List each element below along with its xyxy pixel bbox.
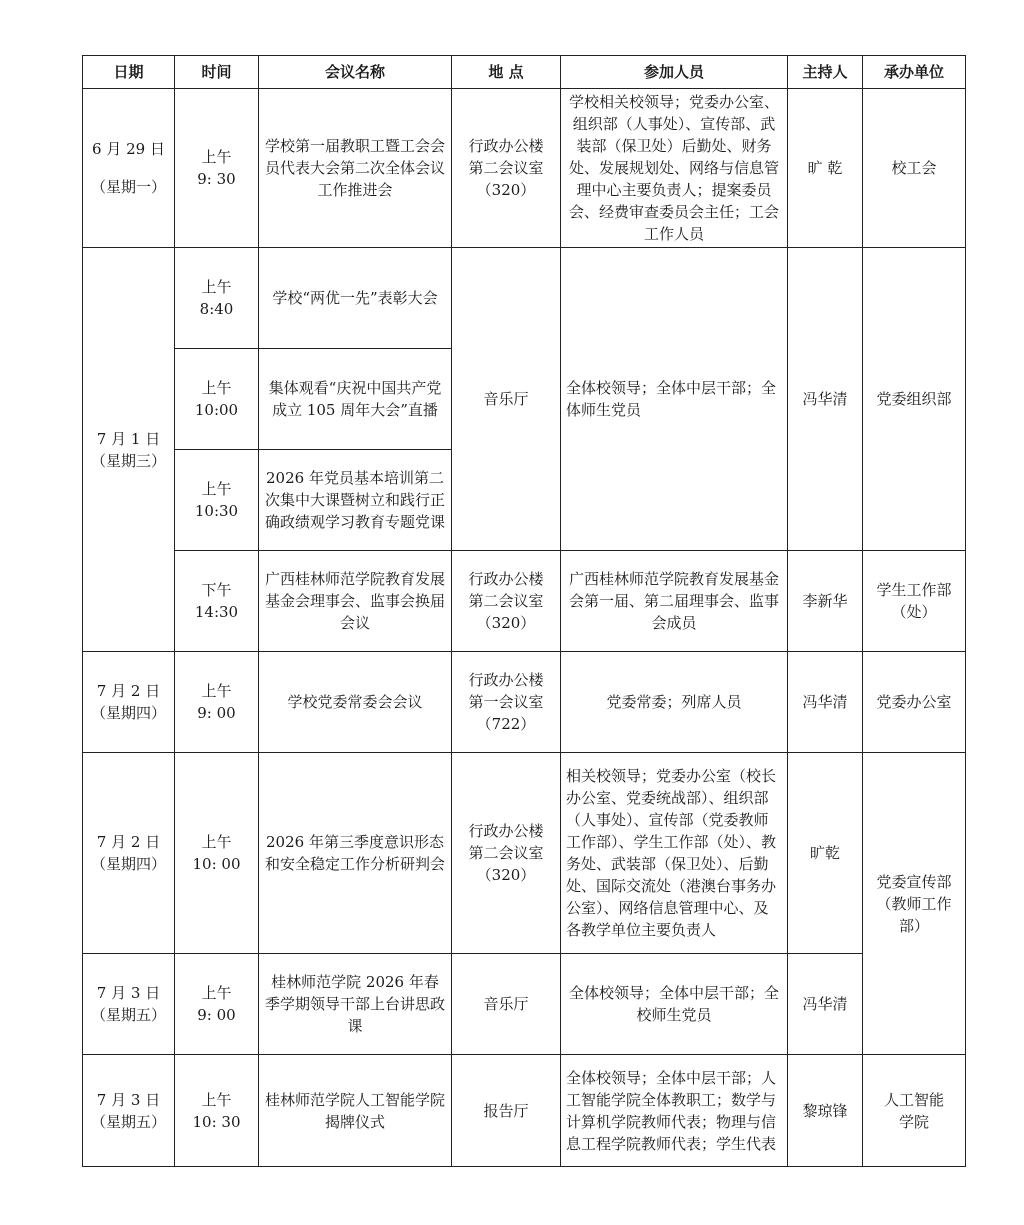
cell-time: 上午 10:30 (175, 450, 259, 551)
cell-organizer: 学生工作部 （处） (863, 551, 966, 652)
cell-date: 7 月 2 日 （星期四） (83, 753, 175, 954)
cell-attendees: 全体校领导；全体中层干部；全体师生党员 (561, 248, 788, 551)
cell-organizer: 党委办公室 (863, 652, 966, 753)
cell-meeting: 桂林师范学院人工智能学院揭牌仪式 (259, 1055, 452, 1167)
meeting-schedule-table (82, 55, 966, 1167)
cell-location: 行政办公楼 第二会议室 （320） (452, 89, 561, 248)
cell-meeting: 学校第一届教职工暨工会会员代表大会第二次全体会议工作推进会 (259, 89, 452, 248)
table-row (83, 551, 966, 652)
cell-attendees: 党委常委；列席人员 (561, 652, 788, 753)
cell-meeting: 桂林师范学院 2026 年春季学期领导干部上台讲思政课 (259, 954, 452, 1055)
cell-location: 行政办公楼 第二会议室 （320） (452, 753, 561, 954)
cell-host: 黎琼锋 (788, 1055, 863, 1167)
table-row (83, 1055, 966, 1167)
cell-date: 7 月 2 日 （星期四） (83, 652, 175, 753)
cell-location: 行政办公楼 第一会议室 （722） (452, 652, 561, 753)
cell-organizer: 党委宣传部 （教师工作 部） (863, 753, 966, 1055)
cell-time: 上午 9: 00 (175, 652, 259, 753)
cell-attendees: 相关校领导；党委办公室（校长办公室、党委统战部）、组织部（人事处）、宣传部（党委教师工作部）、学生工作部（处）、教务处、武装部（保卫处）、后勤处、国际交流处（港澳台事务办公室）、网络信息管理中心、及各教学单位主要负责人 (561, 753, 788, 954)
cell-attendees: 全体校领导；全体中层干部；全校师生党员 (561, 954, 788, 1055)
header-meeting: 会议名称 (259, 56, 452, 89)
cell-host: 冯华清 (788, 248, 863, 551)
cell-time: 上午 9: 30 (175, 89, 259, 248)
header-host: 主持人 (788, 56, 863, 89)
header-location: 地 点 (452, 56, 561, 89)
cell-meeting: 集体观看“庆祝中国共产党成立 105 周年大会”直播 (259, 349, 452, 450)
header-organizer: 承办单位 (863, 56, 966, 89)
cell-attendees: 全体校领导；全体中层干部；人工智能学院全体教职工；数学与计算机学院教师代表；物理与信息工程学院教师代表；学生代表 (561, 1055, 788, 1167)
cell-host: 旷 乾 (788, 89, 863, 248)
header-row (83, 56, 966, 89)
table-row (83, 652, 966, 753)
header-attendees: 参加人员 (561, 56, 788, 89)
cell-location: 音乐厅 (452, 248, 561, 551)
cell-location: 行政办公楼 第二会议室 （320） (452, 551, 561, 652)
cell-host: 旷乾 (788, 753, 863, 954)
cell-organizer: 人工智能 学院 (863, 1055, 966, 1167)
cell-host: 冯华清 (788, 652, 863, 753)
cell-attendees: 广西桂林师范学院教育发展基金会第一届、第二届理事会、监事会成员 (561, 551, 788, 652)
cell-time: 上午 10:00 (175, 349, 259, 450)
cell-location: 报告厅 (452, 1055, 561, 1167)
cell-meeting: 2026 年党员基本培训第二次集中大课暨树立和践行正确政绩观学习教育专题党课 (259, 450, 452, 551)
cell-time: 上午 8:40 (175, 248, 259, 349)
cell-time: 上午 10: 00 (175, 753, 259, 954)
cell-host: 冯华清 (788, 954, 863, 1055)
cell-organizer: 党委组织部 (863, 248, 966, 551)
cell-time: 下午 14:30 (175, 551, 259, 652)
cell-meeting: 广西桂林师范学院教育发展基金会理事会、监事会换届会议 (259, 551, 452, 652)
cell-time: 上午 9: 00 (175, 954, 259, 1055)
cell-date: 7 月 3 日 （星期五） (83, 954, 175, 1055)
table-row (83, 753, 966, 954)
cell-date: 7 月 3 日 （星期五） (83, 1055, 175, 1167)
cell-organizer: 校工会 (863, 89, 966, 248)
cell-host: 李新华 (788, 551, 863, 652)
table-row (83, 248, 966, 349)
cell-time: 上午 10: 30 (175, 1055, 259, 1167)
cell-attendees: 学校相关校领导；党委办公室、组织部（人事处）、宣传部、武装部（保卫处）后勤处、财务处、发展规划处、网络与信息管理中心主要负责人；提案委员会、经费审查委员会主任；工会工作人员 (561, 89, 788, 248)
cell-location: 音乐厅 (452, 954, 561, 1055)
cell-date: 7 月 1 日 （星期三） (83, 248, 175, 652)
header-date: 日期 (83, 56, 175, 89)
cell-meeting: 学校“两优一先”表彰大会 (259, 248, 452, 349)
cell-meeting: 2026 年第三季度意识形态和安全稳定工作分析研判会 (259, 753, 452, 954)
cell-date: 6 月 29 日 （星期一） (83, 89, 175, 248)
table-row (83, 89, 966, 248)
table-row (83, 954, 966, 1055)
cell-meeting: 学校党委常委会会议 (259, 652, 452, 753)
header-time: 时间 (175, 56, 259, 89)
